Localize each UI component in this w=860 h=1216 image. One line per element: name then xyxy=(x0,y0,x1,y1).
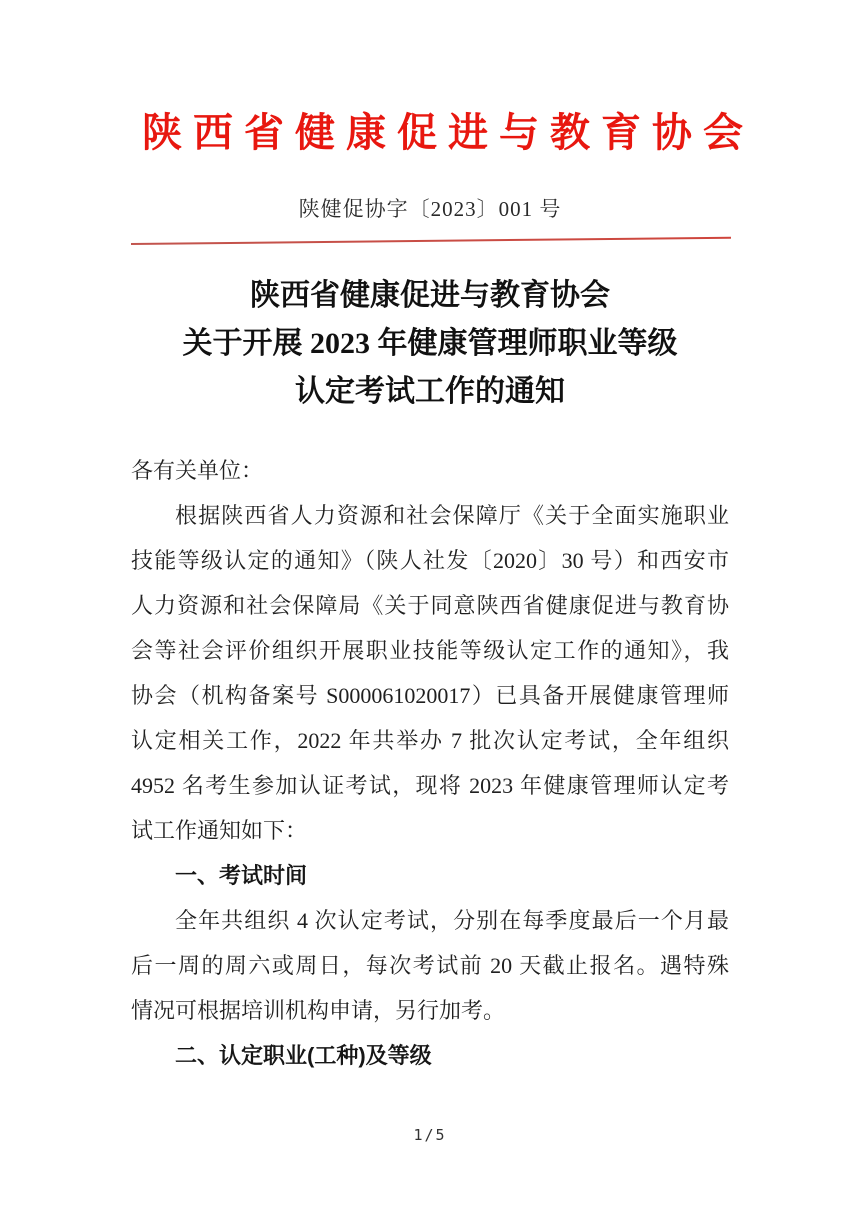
body-line: 协会（机构备案号 S000061020017）已具备开展健康管理师 xyxy=(131,683,729,708)
letterhead-red-rule xyxy=(131,237,731,245)
document-title xyxy=(101,272,759,416)
body-line: 情况可根据培训机构申请，另行加考。 xyxy=(131,998,506,1023)
letterhead-org-name: 陕西省健康促进与教育协会 xyxy=(142,110,754,155)
document-body xyxy=(131,448,729,1078)
body-line: 人力资源和社会保障局《关于同意陕西省健康促进与教育协 xyxy=(131,593,729,618)
body-line: 认定相关工作，2022 年共举办 7 批次认定考试，全年组织 xyxy=(131,728,729,753)
body-line: 根据陕西省人力资源和社会保障厅《关于全面实施职业 xyxy=(175,503,729,528)
body-line: 会等社会评价组织开展职业技能等级认定工作的通知》，我 xyxy=(131,638,729,663)
section-heading-1: 一、考试时间 xyxy=(175,863,308,888)
section-heading-2: 二、认定职业(工种)及等级 xyxy=(175,1043,432,1068)
body-line: 全年共组织 4 次认定考试，分别在每季度最后一个月最 xyxy=(175,908,729,933)
salutation-line: 各有关单位： xyxy=(131,458,264,483)
body-line: 后一周的周六或周日，每次考试前 20 天截止报名。遇特殊 xyxy=(131,953,729,978)
document-title-line-3: 认定考试工作的通知 xyxy=(295,375,565,408)
document-reference-number: 陕健促协字〔2023〕001 号 xyxy=(298,197,562,221)
body-line: 4952 名考生参加认证考试，现将 2023 年健康管理师认定考 xyxy=(131,773,729,798)
body-line: 技能等级认定的通知》（陕人社发〔2020〕30 号）和西安市 xyxy=(131,548,729,573)
document-title-line-2: 关于开展 2023 年健康管理师职业等级 xyxy=(182,327,678,360)
document-title-line-1: 陕西省健康促进与教育协会 xyxy=(250,279,610,312)
page-number-indicator: 1/5 xyxy=(413,1126,447,1144)
body-line: 试工作通知如下： xyxy=(131,818,308,843)
